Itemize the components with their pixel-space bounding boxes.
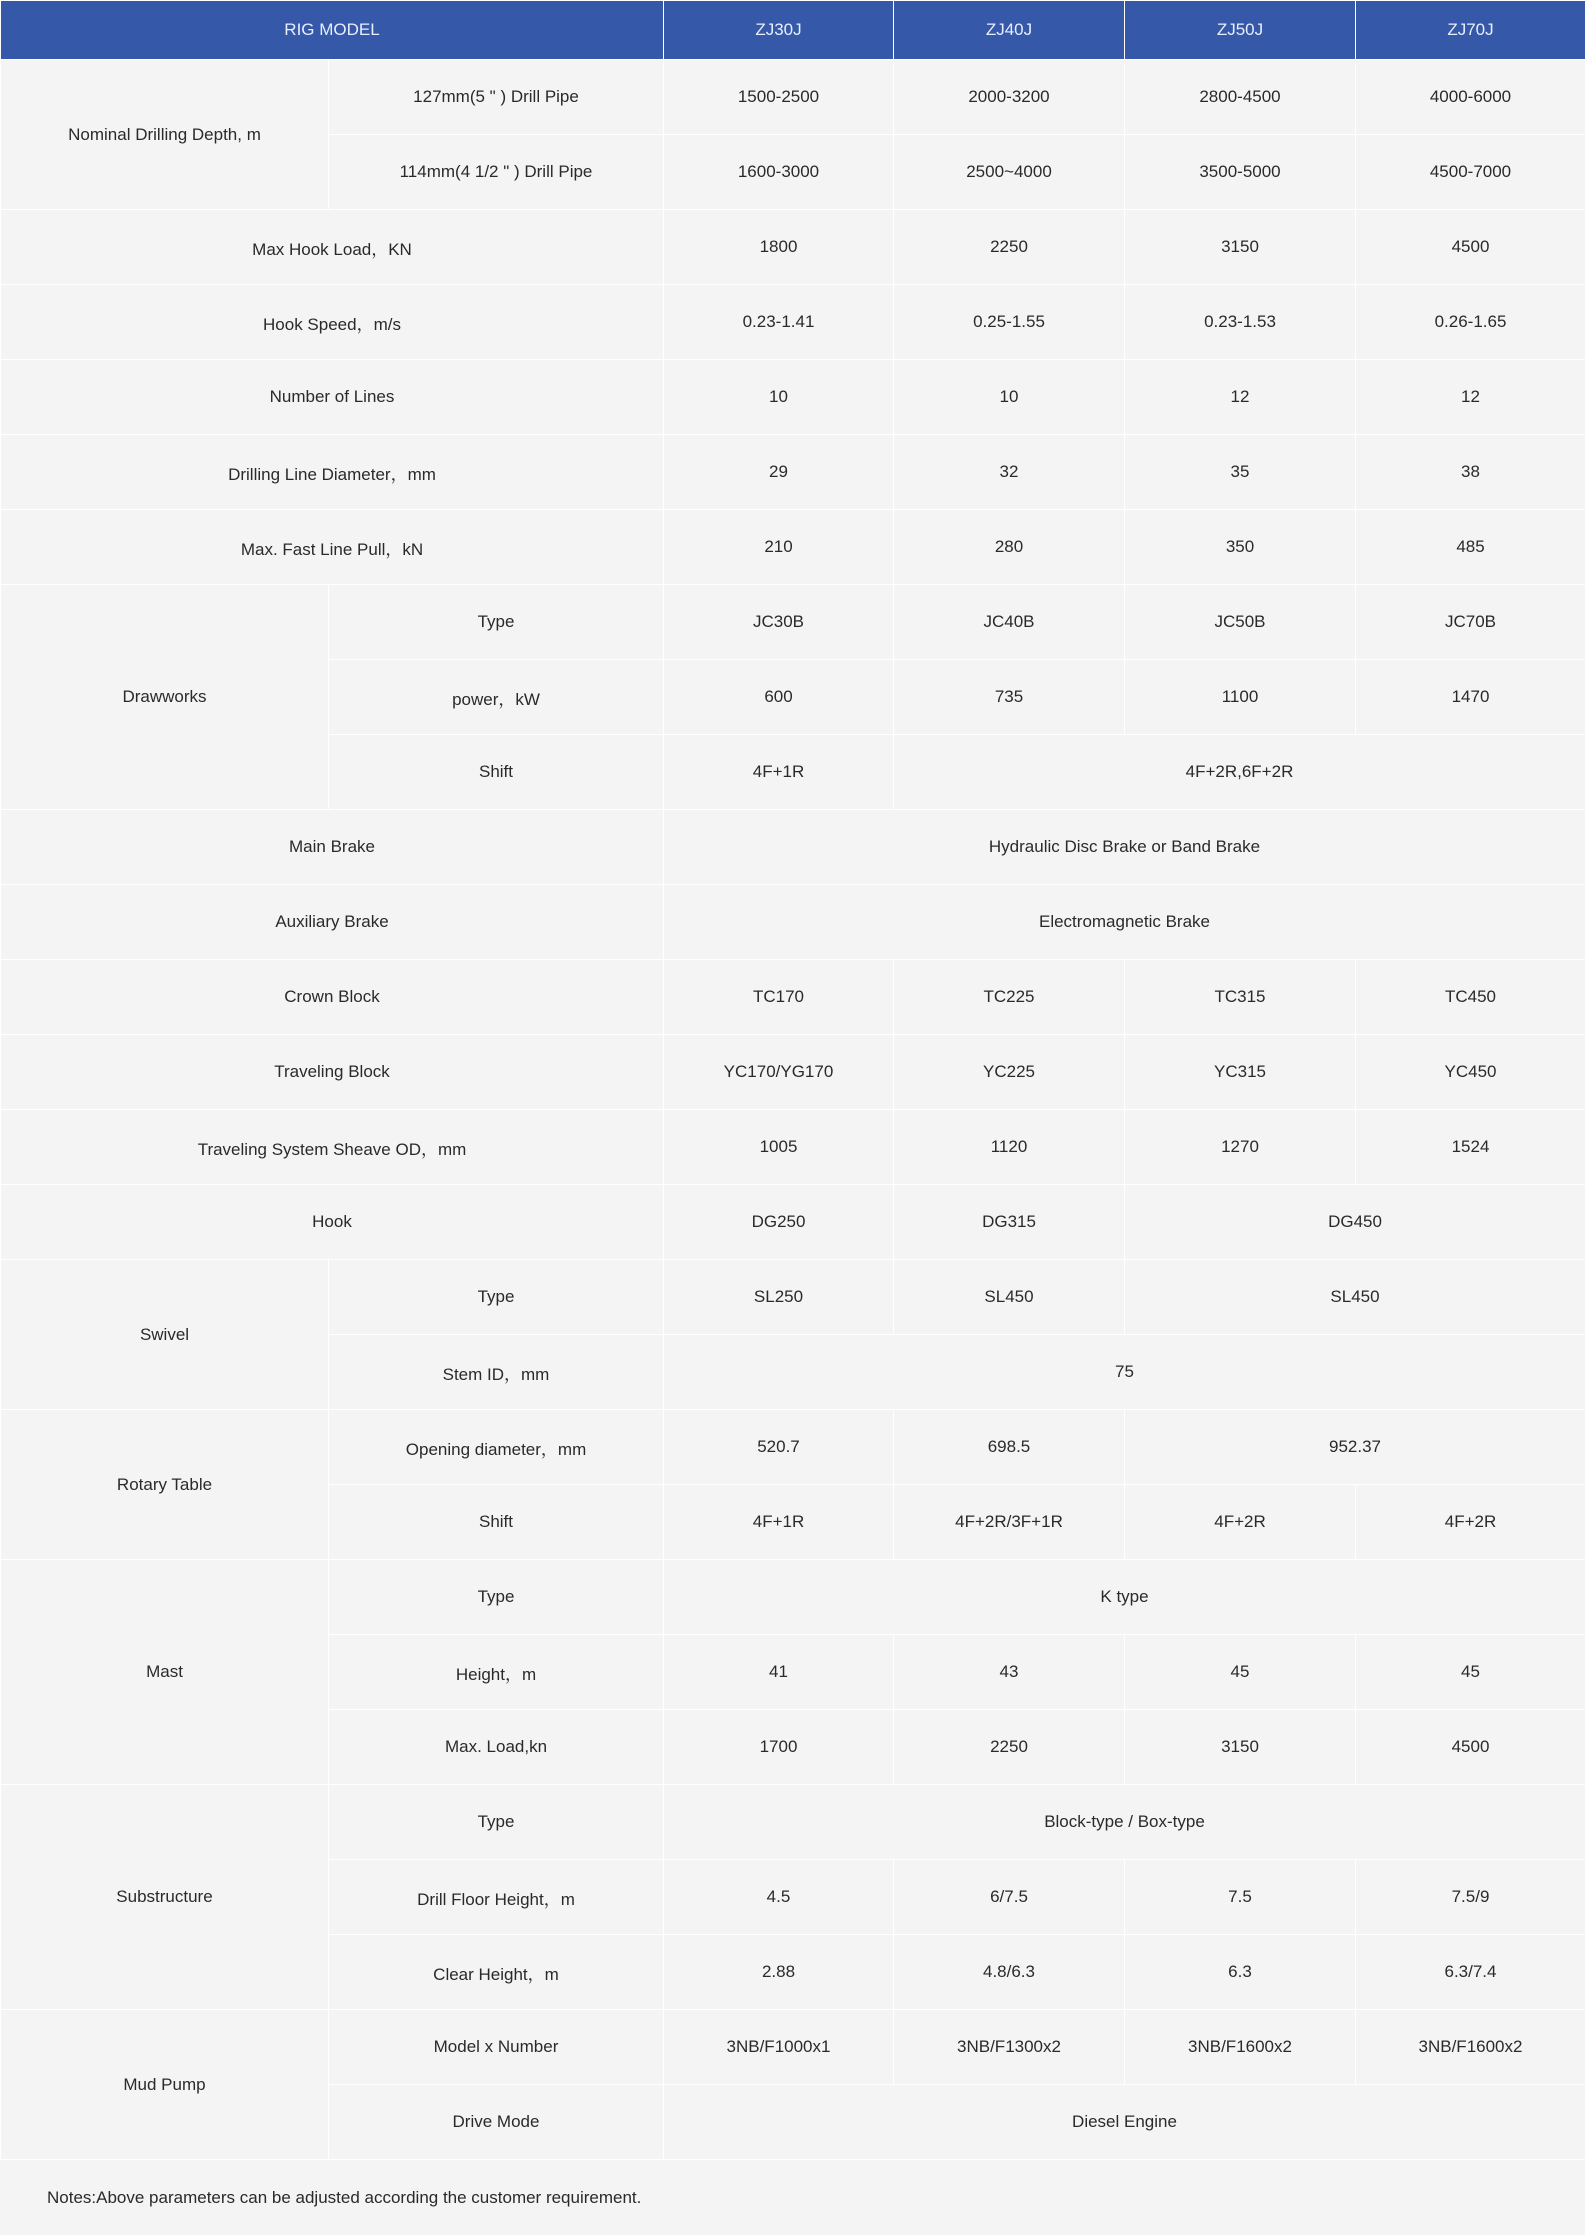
row-label-main-brake: Main Brake (1, 810, 664, 885)
cell-value: 4F+2R (1356, 1485, 1585, 1560)
cell-value: Diesel Engine (664, 2085, 1585, 2160)
cell-value: 4.5 (664, 1860, 894, 1935)
table-row (1, 960, 1585, 1035)
table-row (1, 1785, 1585, 1860)
cell-value: 6.3/7.4 (1356, 1935, 1585, 2010)
cell-value: 3NB/F1000x1 (664, 2010, 894, 2085)
cell-value: 1005 (664, 1110, 894, 1185)
table-row (1, 510, 1585, 585)
cell-value: 3NB/F1600x2 (1125, 2010, 1356, 2085)
sub-label-pipe-114: 114mm(4 1/2 " ) Drill Pipe (329, 135, 664, 210)
header-zj30j: ZJ30J (664, 1, 894, 60)
sub-label-clear-height: Clear Height，m (329, 1935, 664, 2010)
cell-value: 43 (894, 1635, 1125, 1710)
cell-value: 1600-3000 (664, 135, 894, 210)
row-label-hook-speed: Hook Speed，m/s (1, 285, 664, 360)
cell-value: 29 (664, 435, 894, 510)
cell-value: 520.7 (664, 1410, 894, 1485)
cell-value: 2800-4500 (1125, 60, 1356, 135)
cell-value: JC50B (1125, 585, 1356, 660)
cell-value: TC315 (1125, 960, 1356, 1035)
row-label-drilling-line-diameter: Drilling Line Diameter，mm (1, 435, 664, 510)
cell-value: 1470 (1356, 660, 1585, 735)
cell-value: 2.88 (664, 1935, 894, 2010)
cell-value: 485 (1356, 510, 1585, 585)
cell-value: 7.5 (1125, 1860, 1356, 1935)
cell-value: 1524 (1356, 1110, 1585, 1185)
sub-label-type: Type (329, 1785, 664, 1860)
cell-value: 6/7.5 (894, 1860, 1125, 1935)
cell-value: 1270 (1125, 1110, 1356, 1185)
cell-value: Electromagnetic Brake (664, 885, 1585, 960)
table-row (1, 810, 1585, 885)
cell-value: 41 (664, 1635, 894, 1710)
table-row (1, 1110, 1585, 1185)
sub-label-shift: Shift (329, 735, 664, 810)
table-row (1, 1035, 1585, 1110)
row-label-hook: Hook (1, 1185, 664, 1260)
cell-value: 4500 (1356, 210, 1585, 285)
sub-label-drive-mode: Drive Mode (329, 2085, 664, 2160)
cell-value: 2250 (894, 1710, 1125, 1785)
row-label-fast-line-pull: Max. Fast Line Pull，kN (1, 510, 664, 585)
cell-value: 2000-3200 (894, 60, 1125, 135)
cell-value: TC225 (894, 960, 1125, 1035)
sub-label-model-number: Model x Number (329, 2010, 664, 2085)
cell-value: 350 (1125, 510, 1356, 585)
table-row (1, 1410, 1585, 1485)
sub-label-type: Type (329, 585, 664, 660)
cell-value: JC70B (1356, 585, 1585, 660)
cell-value: 280 (894, 510, 1125, 585)
row-label-crown-block: Crown Block (1, 960, 664, 1035)
cell-value: 3NB/F1600x2 (1356, 2010, 1585, 2085)
cell-value: K type (664, 1560, 1585, 1635)
row-label-auxiliary-brake: Auxiliary Brake (1, 885, 664, 960)
cell-value: YC315 (1125, 1035, 1356, 1110)
cell-value: YC170/YG170 (664, 1035, 894, 1110)
row-label-traveling-block: Traveling Block (1, 1035, 664, 1110)
cell-value: 6.3 (1125, 1935, 1356, 2010)
sub-label-height: Height，m (329, 1635, 664, 1710)
cell-value: TC450 (1356, 960, 1585, 1035)
cell-value: SL450 (1125, 1260, 1585, 1335)
cell-value: 4F+1R (664, 1485, 894, 1560)
sub-label-opening-diameter: Opening diameter，mm (329, 1410, 664, 1485)
table-row (1, 360, 1585, 435)
cell-value: YC450 (1356, 1035, 1585, 1110)
cell-value: 45 (1356, 1635, 1585, 1710)
sub-label-shift: Shift (329, 1485, 664, 1560)
cell-value: JC30B (664, 585, 894, 660)
cell-value: 12 (1125, 360, 1356, 435)
cell-value: 0.23-1.53 (1125, 285, 1356, 360)
cell-value: Hydraulic Disc Brake or Band Brake (664, 810, 1585, 885)
table-row (1, 1185, 1585, 1260)
cell-value: 4500-7000 (1356, 135, 1585, 210)
cell-value: 35 (1125, 435, 1356, 510)
cell-value: 1120 (894, 1110, 1125, 1185)
table-row (1, 885, 1585, 960)
header-zj70j: ZJ70J (1356, 1, 1585, 60)
cell-value: 698.5 (894, 1410, 1125, 1485)
cell-value: 3500-5000 (1125, 135, 1356, 210)
cell-value: Block-type / Box-type (664, 1785, 1585, 1860)
row-label-swivel: Swivel (1, 1260, 329, 1410)
cell-value: 0.25-1.55 (894, 285, 1125, 360)
table-row (1, 585, 1585, 660)
row-label-nominal-depth: Nominal Drilling Depth, m (1, 60, 329, 210)
cell-value: 3150 (1125, 1710, 1356, 1785)
row-label-mud-pump: Mud Pump (1, 2010, 329, 2160)
cell-value: DG315 (894, 1185, 1125, 1260)
cell-value: TC170 (664, 960, 894, 1035)
cell-value: 3NB/F1300x2 (894, 2010, 1125, 2085)
cell-value: 45 (1125, 1635, 1356, 1710)
notes-text: Notes:Above parameters can be adjusted according the customer requirement. (47, 2188, 642, 2207)
cell-value: 4F+1R (664, 735, 894, 810)
sub-label-drill-floor-height: Drill Floor Height，m (329, 1860, 664, 1935)
cell-value: 2500~4000 (894, 135, 1125, 210)
cell-value: YC225 (894, 1035, 1125, 1110)
table-row (1, 210, 1585, 285)
cell-value: 1100 (1125, 660, 1356, 735)
cell-value: SL250 (664, 1260, 894, 1335)
header-zj40j: ZJ40J (894, 1, 1125, 60)
cell-value: 4500 (1356, 1710, 1585, 1785)
table-row (1, 60, 1585, 135)
cell-value: 10 (664, 360, 894, 435)
cell-value: JC40B (894, 585, 1125, 660)
row-label-rotary-table: Rotary Table (1, 1410, 329, 1560)
header-row (1, 1, 1585, 60)
cell-value: DG250 (664, 1185, 894, 1260)
cell-value: 3150 (1125, 210, 1356, 285)
cell-value: 2250 (894, 210, 1125, 285)
row-label-mast: Mast (1, 1560, 329, 1785)
cell-value: 4F+2R/3F+1R (894, 1485, 1125, 1560)
cell-value: 38 (1356, 435, 1585, 510)
cell-value: 4.8/6.3 (894, 1935, 1125, 2010)
cell-value: 1700 (664, 1710, 894, 1785)
row-label-sheave-od: Traveling System Sheave OD，mm (1, 1110, 664, 1185)
row-label-substructure: Substructure (1, 1785, 329, 2010)
sub-label-stem-id: Stem ID，mm (329, 1335, 664, 1410)
cell-value: 952.37 (1125, 1410, 1585, 1485)
sub-label-power: power，kW (329, 660, 664, 735)
table-row (1, 1260, 1585, 1335)
table-row (1, 435, 1585, 510)
header-rig-model: RIG MODEL (1, 1, 664, 60)
cell-value: 4000-6000 (1356, 60, 1585, 135)
cell-value: 10 (894, 360, 1125, 435)
cell-value: 4F+2R (1125, 1485, 1356, 1560)
sub-label-type: Type (329, 1560, 664, 1635)
row-label-max-hook-load: Max Hook Load，KN (1, 210, 664, 285)
row-label-drawworks: Drawworks (1, 585, 329, 810)
table-row (1, 1560, 1585, 1635)
cell-value: 600 (664, 660, 894, 735)
header-zj50j: ZJ50J (1125, 1, 1356, 60)
cell-value: 75 (664, 1335, 1585, 1410)
row-label-number-of-lines: Number of Lines (1, 360, 664, 435)
cell-value: 735 (894, 660, 1125, 735)
table-row (1, 285, 1585, 360)
cell-value: 1500-2500 (664, 60, 894, 135)
table-row (1, 2010, 1585, 2085)
cell-value: 210 (664, 510, 894, 585)
cell-value: DG450 (1125, 1185, 1585, 1260)
sub-label-type: Type (329, 1260, 664, 1335)
sub-label-pipe-127: 127mm(5 " ) Drill Pipe (329, 60, 664, 135)
cell-value: 0.23-1.41 (664, 285, 894, 360)
cell-value: 1800 (664, 210, 894, 285)
cell-value: 12 (1356, 360, 1585, 435)
cell-value: 4F+2R,6F+2R (894, 735, 1585, 810)
cell-value: 32 (894, 435, 1125, 510)
cell-value: 7.5/9 (1356, 1860, 1585, 1935)
cell-value: SL450 (894, 1260, 1125, 1335)
sub-label-max-load: Max. Load,kn (329, 1710, 664, 1785)
cell-value: 0.26-1.65 (1356, 285, 1585, 360)
